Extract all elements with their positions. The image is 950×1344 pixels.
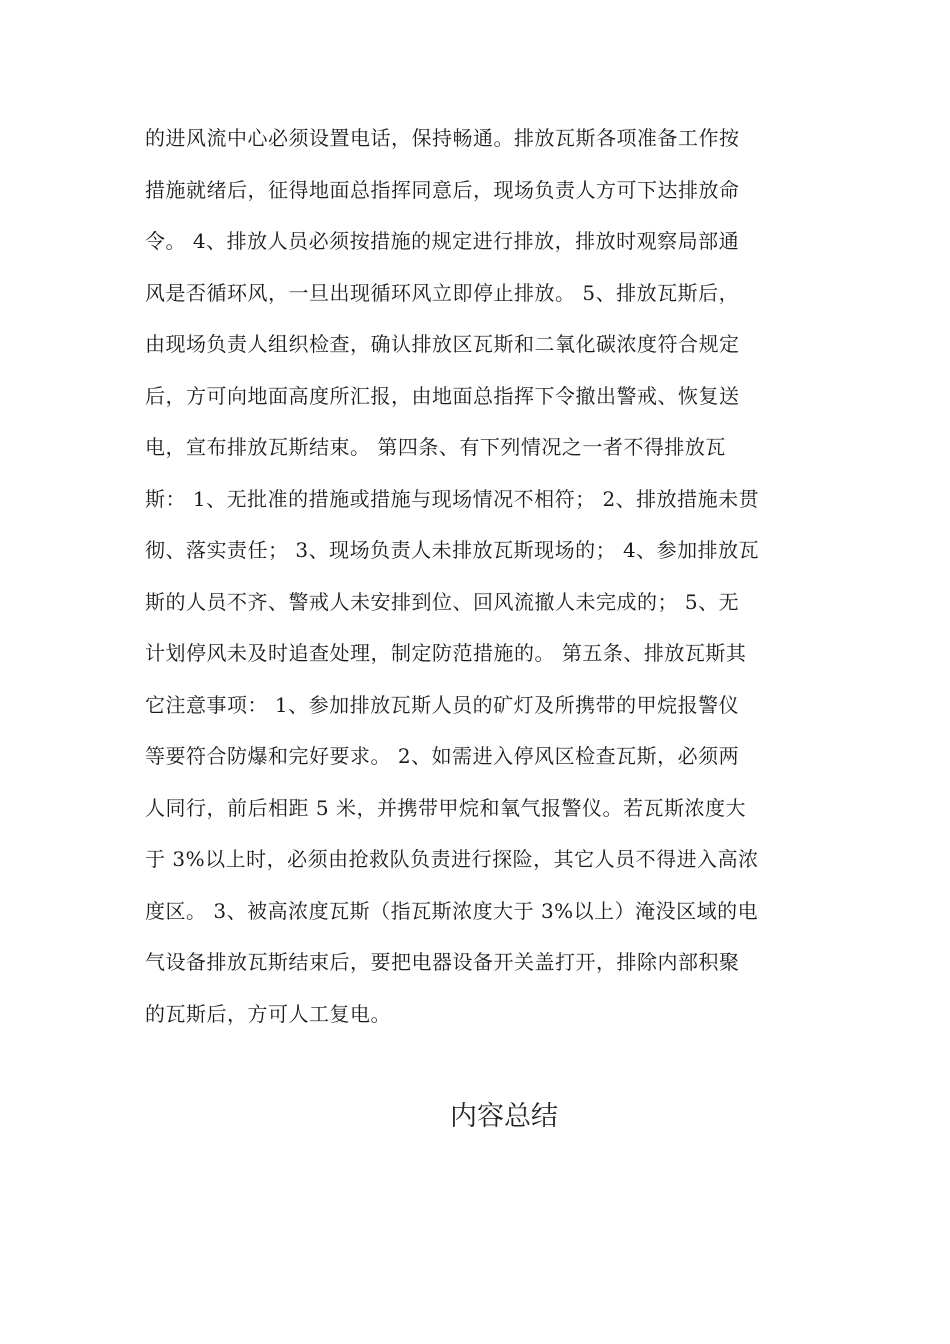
text-line: 彻、落实责任； 3、现场负责人未排放瓦斯现场的； 4、参加排放瓦 (145, 538, 760, 562)
text-line: 人同行，前后相距 5 米，并携带甲烷和氧气报警仪。若瓦斯浓度大 (145, 795, 746, 820)
text-line: 电，宣布排放瓦斯结束。 第四条、有下列情况之一者不得排放瓦 (145, 435, 726, 459)
text-line: 斯： 1、无批准的措施或措施与现场情况不相符； 2、排放措施未贯 (145, 486, 760, 511)
text-line: 风是否循环风，一旦出现循环风立即停止排放。 5、排放瓦斯后， (145, 280, 740, 305)
text-line: 等要符合防爆和完好要求。 2、如需进入停风区检查瓦斯，必须两 (145, 744, 740, 768)
text-line: 于 3%以上时，必须由抢救队负责进行探险，其它人员不得进入高浓 (145, 847, 759, 871)
body-paragraph (145, 113, 805, 1040)
text-line: 斯的人员不齐、警戒人未安排到位、回风流撤人未完成的； 5、无 (145, 589, 740, 614)
text-line: 令。 4、排放人员必须按措施的规定进行排放，排放时观察局部通 (145, 229, 740, 253)
text-line: 计划停风未及时追查处理，制定防范措施的。 第五条、排放瓦斯其 (145, 641, 747, 665)
text-line: 度区。 3、被高浓度瓦斯（指瓦斯浓度大于 3%以上）淹没区域的电 (145, 898, 759, 923)
text-line: 的瓦斯后，方可人工复电。 (145, 1001, 391, 1026)
text-line: 后，方可向地面高度所汇报，由地面总指挥下令撤出警戒、恢复送 (145, 383, 740, 408)
text-line: 它注意事项： 1、参加排放瓦斯人员的矿灯及所携带的甲烷报警仪 (145, 692, 740, 717)
summary-heading: 内容总结 (450, 1101, 558, 1132)
text-line: 的进风流中心必须设置电话，保持畅通。排放瓦斯各项准备工作按 (145, 126, 740, 150)
text-line: 由现场负责人组织检查，确认排放区瓦斯和二氧化碳浓度符合规定 (145, 332, 740, 356)
text-line: 气设备排放瓦斯结束后，要把电器设备开关盖打开，排除内部积聚 (145, 950, 740, 974)
text-line: 措施就绪后，征得地面总指挥同意后，现场负责人方可下达排放命 (145, 177, 740, 202)
